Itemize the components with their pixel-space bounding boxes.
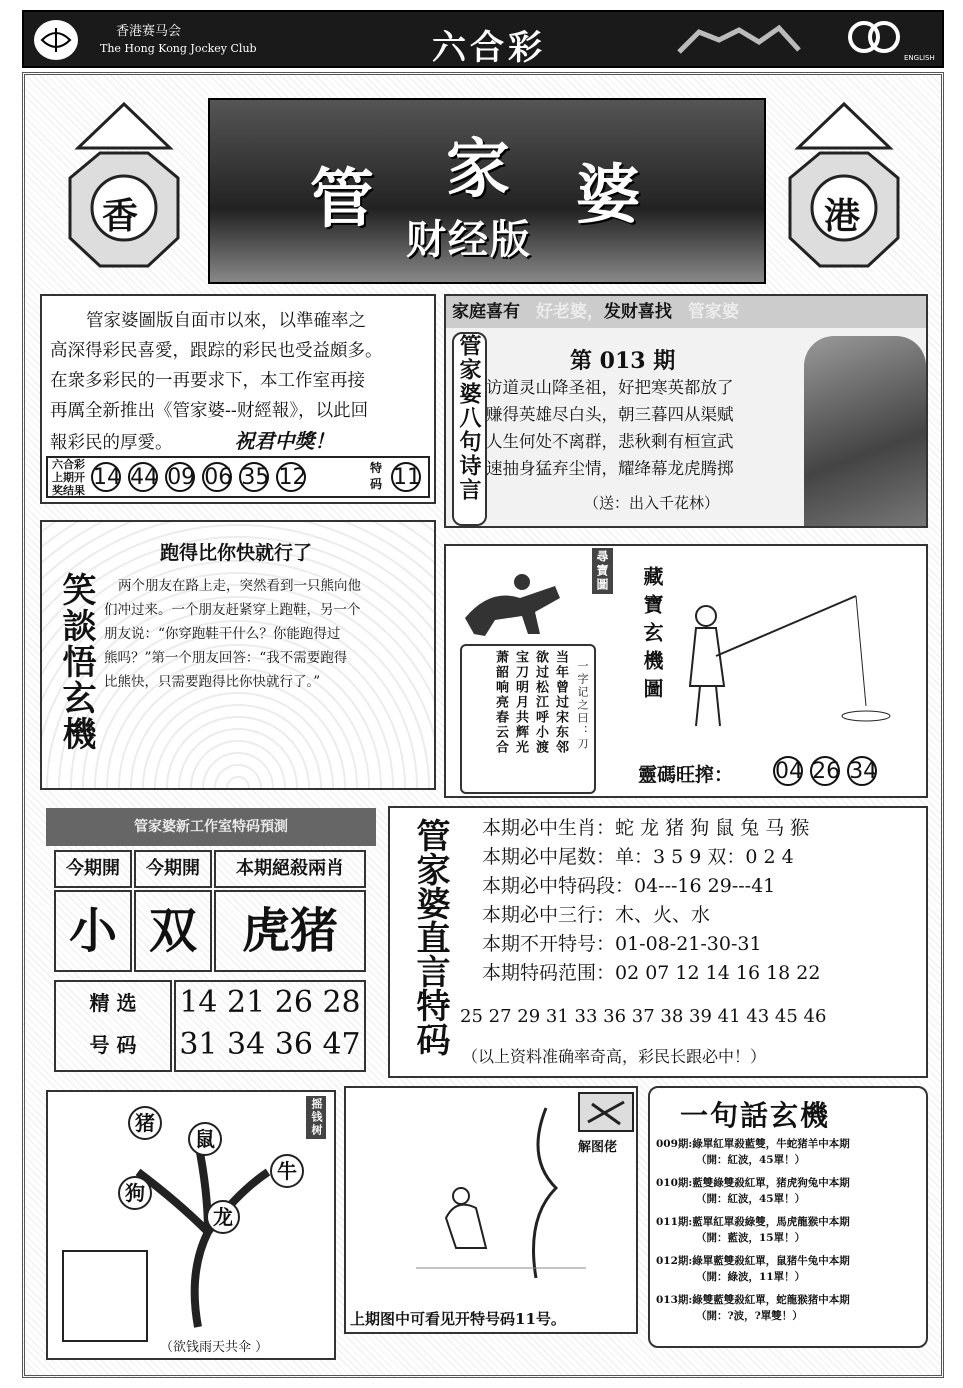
result-ball: 12 [276,462,306,492]
animal-bubble-rat [188,1122,222,1156]
riddle-line1: 010期:藍雙綠雙殺紅單，猪虎狗兔中本期 [656,1177,850,1189]
hint-panel [344,1086,638,1334]
joke-title: 跑得比你快就行了 [160,542,313,564]
result-ball: 14 [91,462,121,492]
tips-row: 本期特码范围：02 07 12 14 16 18 22 [482,962,821,984]
tips-range2: 25 27 29 31 33 36 37 38 39 41 43 45 46 [460,1006,827,1027]
riddle-item [656,1214,850,1246]
animal-bubble-pig [128,1106,162,1140]
club-name-cn: 香港赛马会 [116,24,182,39]
riddle-line2: （開：綠波，11單！） [696,1271,806,1283]
animal-bubble-ox [270,1154,304,1188]
poem-line: 赚得英雄尽白头，朝三暮四从渠赋 [486,405,734,424]
hint-tag: 解图佬 [578,1140,618,1155]
intro-text [50,306,383,458]
joke-panel [40,520,436,790]
animal-bubble-label: 牛 [277,1159,297,1183]
lucky-ball: 34 [847,756,877,786]
hint-caption: 上期图中可看见开特号码11号。 [350,1310,566,1328]
treasure-tag: 尋寶圖 [592,548,613,594]
intro-line: 再厲全新推出《管家婆--财經報》，以此回 [50,401,369,421]
riddle-panel [648,1086,928,1348]
riddle-title: 一句話玄機 [680,1099,831,1132]
jockey-club-logo-icon [34,20,78,60]
tips-panel [388,806,928,1078]
poem-lines [486,374,734,482]
riddle-scroll [460,644,596,794]
predict-col2-head: 今期開 [134,850,212,888]
predict-col3-head: 本期絕殺兩肖 [214,850,366,888]
animal-bubble-dog [118,1176,152,1210]
riddle-line1: 012期:綠單藍雙殺紅單，鼠猪牛兔中本期 [656,1255,850,1267]
special-ball: 11 [391,462,421,492]
animal-bubble-label: 狗 [125,1181,145,1205]
poem-vertical-title: 管家婆八句诗言 [452,332,487,526]
lottery-title: 六合彩 [432,28,546,68]
special-label: 特码 [370,461,383,491]
club-name-en: The Hong Kong Jockey Club [100,42,257,55]
poem-line: 速抽身猛弃尘情，耀绛幕龙虎腾掷 [486,459,734,478]
intro-line: 報彩民的厚愛。 [50,433,173,453]
scroll-col: 萧韶响亮春云合 [493,650,508,755]
tree-caption: （欲钱雨天共伞 ） [160,1340,269,1355]
scroll-col: 欲过松江呼小渡 [533,650,548,755]
banner-title-char-3: 婆 [576,158,640,233]
riddle-line1: 009期:綠單紅單殺藍雙，牛蛇猪羊中本期 [656,1138,850,1150]
poem-panel [444,294,928,528]
joke-line: 比熊快，只需要跑得比你快就行了。” [104,674,321,690]
riddle-item [656,1136,850,1168]
last-result-label-1: 六合彩 [52,458,85,471]
animal-bubble-label: 鼠 [195,1127,215,1151]
lucky-ball: 04 [773,756,803,786]
treasure-title: 藏寶玄機圖 [640,566,664,706]
result-ball: 35 [239,462,269,492]
hint-drawing [416,1098,586,1288]
right-lantern [770,98,918,288]
last-result-bar [46,456,430,498]
tips-row: 本期必中生肖：蛇 龙 猪 狗 鼠 兔 马 猴 [482,817,810,839]
riddle-line2: （開：紅波，45單！） [696,1193,806,1205]
lucky-numbers [772,756,878,786]
pick-label-2: 号 码 [89,1033,137,1057]
pick-label [54,980,172,1072]
poem-banner [446,296,926,328]
riddle-item [656,1175,850,1207]
riddle-line2: （開：紅波，45單！） [696,1154,806,1166]
joke-side-title: 笑談悟玄機 [56,572,96,752]
joke-line: 朋友说：“你穿跑鞋干什么？你能跑得过 [104,626,341,642]
title-banner [208,98,766,284]
joke-line: 两个朋友在路上走，突然看到一只熊向他 [118,578,361,594]
poem-banner-mid: 好老婆， [535,302,604,322]
poem-issue: 第 013 期 [570,348,676,374]
pick-label-1: 精 选 [89,991,137,1015]
tree-panel [46,1090,336,1360]
predict-col3-val: 虎猪 [214,890,366,972]
animal-bubble-label: 猪 [135,1111,155,1135]
tips-row: 本期必中三行：木、火、水 [482,904,711,926]
predict-col2-val: 双 [134,890,212,972]
banner-title-char-1: 管 [310,162,374,237]
result-ball: 06 [202,462,232,492]
intro-line: 高深得彩民喜愛，跟踪的彩民也受益頗多。 [50,341,383,361]
pick-row: 31 34 36 47 [179,1027,361,1062]
banner-subtitle: 财经版 [406,216,532,263]
lucky-label: 靈碼旺搾： [638,764,734,786]
tips-side-title: 管家婆直言特码 [410,818,450,1056]
lucky-ball: 26 [810,756,840,786]
blank-box [62,1250,148,1342]
tips-row: 本期必中特码段：04---16 29---41 [482,875,776,897]
racing-horses-icon [674,22,804,60]
tips-row: 本期必中尾数：单：3 5 9 双：0 2 4 [482,846,794,868]
banner-title-char-2: 家 [446,132,510,207]
lantern-char-right: 港 [824,195,861,237]
poem-banner-right: 管家婆 [687,302,739,322]
riddle-line2: （開：?波，?單雙！） [696,1310,803,1322]
poem-banner-left: 家庭喜有 [452,302,520,322]
riddle-line1: 013期:綠雙藍雙殺紅單，蛇龍猴猪中本期 [656,1294,850,1306]
pick-numbers [174,980,366,1072]
header-bar [22,10,944,68]
poem-landscape-image [804,336,926,526]
intro-line: 管家婆圖版自面市以來，以準確率之 [86,311,366,331]
poem-send: （送：出入千花林） [584,494,720,512]
treasure-panel [444,544,928,798]
last-result-label-3: 奖结果 [52,484,85,497]
tree-tag: 摇钱树 [306,1096,326,1139]
scroll-col: 宝刀明月共辉光 [513,650,528,755]
tips-row: 本期不开特号：01-08-21-30-31 [482,933,762,955]
riddle-item [656,1292,850,1324]
left-lantern [50,98,198,288]
tips-note: （以上资料准确率奇高，彩民长跟必中！） [462,1047,767,1066]
predict-col1-head: 今期開 [54,850,132,888]
last-result-label [52,458,85,497]
scroll-header: 一字记之曰：刀 [576,660,589,751]
hint-icon [578,1092,634,1132]
poem-banner-mid2: 发财喜找 [603,302,672,322]
result-ball: 09 [165,462,195,492]
animal-bubble-label: 龙 [213,1205,233,1229]
intro-sign: 祝君中獎！ [234,429,335,453]
pick-row: 14 21 26 28 [179,985,361,1020]
intro-panel [40,294,436,504]
joke-line: 熊吗？”第一个朋友回答：“我不需要跑得 [104,650,348,666]
poem-line: 访道灵山降圣祖，好把寒英都放了 [486,378,734,397]
joke-text [104,574,361,694]
poem-line: 人生何处不离群，悲秋剩有桓宣武 [486,432,734,451]
jockey-horse-icon [460,568,570,640]
fisherman-image [676,576,916,736]
result-ball: 44 [128,462,158,492]
result-numbers [90,462,307,492]
predict-col1-val: 小 [54,890,132,972]
tips-rows [482,814,820,988]
lantern-char-left: 香 [102,195,139,237]
intro-line: 在衆多彩民的一再要求下，本工作室再接 [50,371,365,391]
riddle-line2: （開：藍波，15單！） [696,1232,806,1244]
riddle-item [656,1253,850,1285]
scroll-col: 当年曾过宋东邻 [553,650,568,755]
lotto-logo-icon [844,20,904,54]
english-link[interactable]: ENGLISH [904,54,935,62]
last-result-label-2: 上期开 [52,471,85,484]
joke-line: 们冲过来。一个朋友赶紧穿上跑鞋，另一个 [104,602,361,618]
riddle-line1: 011期:藍單紅單殺綠雙，馬虎龍猴中本期 [656,1216,850,1228]
riddle-list [656,1136,850,1324]
animal-bubble-dragon [206,1200,240,1234]
predict-panel [46,808,378,1078]
predict-header: 管家婆新工作室特码預測 [46,808,376,846]
